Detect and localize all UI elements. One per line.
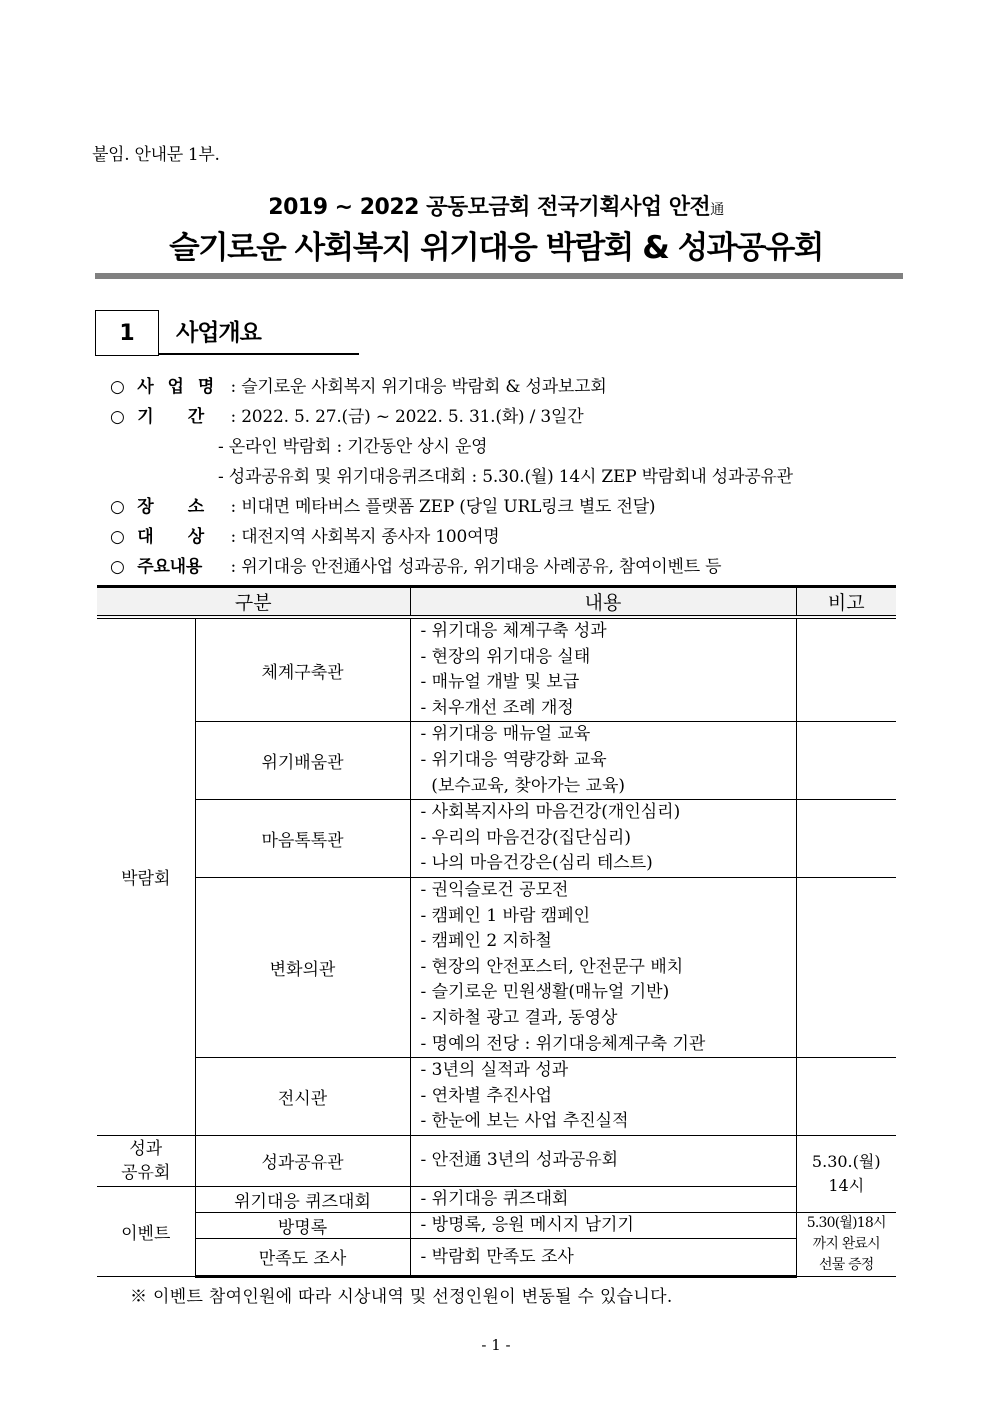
document-title: 슬기로운 사회복지 위기대응 박람회 & 성과공유회 <box>169 230 823 266</box>
hall-name: 위기대응 퀴즈대회 <box>195 1186 410 1212</box>
hall-name: 위기배움관 <box>195 722 410 800</box>
overview-item-content <box>110 552 721 577</box>
remarks-cell <box>796 722 896 800</box>
overview-value: 비대면 메타버스 플랫폼 ZEP (당일 URL링크 별도 전달) <box>241 497 656 517</box>
page-number: - 1 - <box>481 1336 511 1354</box>
content-item: - 현장의 안전포스터, 안전문구 배치 <box>420 956 684 977</box>
period-sub-sharing: - 성과공유회 및 위기대응퀴즈대회 : 5.30.(월) 14시 ZEP 박람회내 성과공유관 <box>218 467 793 487</box>
overview-label: 장 소 <box>137 497 204 517</box>
circle-bullet-icon: ○ <box>110 377 125 397</box>
section-number-box <box>95 310 159 356</box>
overview-value: 슬기로운 사회복지 위기대응 박람회 & 성과보고회 <box>241 377 607 397</box>
hall-name: 방명록 <box>195 1212 410 1238</box>
overview-label: 기 간 <box>137 407 204 427</box>
content-item: - 명예의 전당 : 위기대응체계구축 기관 <box>420 1033 706 1054</box>
content-item: - 우리의 마음건강(집단심리) <box>420 827 631 848</box>
content-item: - 지하철 광고 결과, 동영상 <box>420 1007 618 1028</box>
remarks-line: 5.30.(월) <box>811 1151 881 1171</box>
overview-label: 대 상 <box>137 527 204 547</box>
table-row <box>97 722 896 800</box>
table-row <box>97 1135 896 1186</box>
overview-item-name <box>110 372 607 397</box>
table-row <box>97 877 896 1057</box>
remarks-sharing-time <box>796 1135 896 1212</box>
circle-bullet-icon: ○ <box>110 497 125 517</box>
attachment-note: 붙임. 안내문 1부. <box>92 145 220 165</box>
overview-item-period <box>110 402 583 427</box>
remarks-cell <box>796 800 896 878</box>
overview-colon: : <box>230 377 236 397</box>
remarks-line: 5.30(월)18시 <box>806 1214 886 1231</box>
circle-bullet-icon: ○ <box>110 557 125 577</box>
header-content: 내용 <box>410 587 796 618</box>
overview-colon: : <box>230 527 236 547</box>
content-item: - 연차별 추진사업 <box>420 1085 553 1106</box>
hall-name: 전시관 <box>195 1058 410 1136</box>
hall-content <box>410 722 796 800</box>
hall-content <box>410 617 796 722</box>
table-row <box>97 1058 896 1136</box>
section-title: 사업개요 <box>176 320 261 346</box>
content-item: - 사회복지사의 마음건강(개인심리) <box>420 802 681 823</box>
table-row <box>97 1186 896 1212</box>
header-remarks: 비고 <box>796 587 896 618</box>
remarks-gift <box>796 1212 896 1276</box>
section-underline <box>158 353 359 355</box>
content-item: - 나의 마음건강은(심리 테스트) <box>420 853 653 874</box>
content-item: - 매뉴얼 개발 및 보급 <box>420 672 580 693</box>
period-sub-online: - 온라인 박람회 : 기간동안 상시 운영 <box>218 437 488 457</box>
table-row <box>97 1212 896 1238</box>
subtitle-text: 2019 ~ 2022 공동모금회 전국기획사업 안전 <box>268 195 711 220</box>
overview-label: 사 업 명 <box>137 377 219 397</box>
hall-content <box>410 800 796 878</box>
section-number: 1 <box>119 320 135 346</box>
table-header-row <box>97 587 896 618</box>
content-item: - 캠페인 2 지하철 <box>420 931 552 952</box>
hall-name: 마음톡톡관 <box>195 800 410 878</box>
content-item: - 권익슬로건 공모전 <box>420 879 569 900</box>
category-expo: 박람회 <box>97 617 195 1135</box>
category-sharing <box>97 1135 195 1186</box>
table-row <box>97 617 896 722</box>
hall-content <box>410 1058 796 1136</box>
overview-colon: : <box>230 497 236 517</box>
content-item: - 한눈에 보는 사업 추진실적 <box>420 1111 629 1132</box>
hall-name: 성과공유관 <box>195 1135 410 1186</box>
hall-name: 변화의관 <box>195 877 410 1057</box>
category-event: 이벤트 <box>97 1186 195 1276</box>
hall-content <box>410 1186 796 1212</box>
overview-item-place <box>110 492 655 517</box>
hall-content <box>410 1135 796 1186</box>
remarks-cell <box>796 1058 896 1136</box>
remarks-cell <box>796 617 896 722</box>
program-table <box>97 585 896 1278</box>
remarks-line: 선물 증정 <box>818 1256 874 1273</box>
content-item: - 캠페인 1 바람 캠페인 <box>420 905 591 926</box>
content-item: - 위기대응 매뉴얼 교육 <box>420 724 591 745</box>
content-item: - 방명록, 응원 메시지 남기기 <box>420 1215 634 1236</box>
hall-name: 체계구축관 <box>195 617 410 722</box>
overview-value: 대전지역 사회복지 종사자 100여명 <box>241 527 500 547</box>
document-subtitle <box>0 190 992 221</box>
content-item: - 위기대응 체계구축 성과 <box>420 621 607 641</box>
category-line: 공유회 <box>121 1162 171 1183</box>
category-line: 성과 <box>129 1138 163 1159</box>
overview-label: 주요내용 <box>137 557 203 577</box>
content-item: - 슬기로운 민원생활(매뉴얼 기반) <box>420 982 670 1003</box>
content-item: - 3년의 실적과 성과 <box>420 1060 569 1081</box>
content-item: - 현장의 위기대응 실태 <box>420 646 591 667</box>
content-item: - 안전通 3년의 성과공유회 <box>420 1150 619 1171</box>
overview-colon: : <box>230 407 236 427</box>
overview-colon: : <box>230 557 236 577</box>
table-row <box>97 800 896 878</box>
title-divider <box>95 273 903 279</box>
overview-item-target <box>110 522 500 547</box>
hall-content <box>410 1212 796 1238</box>
content-item: - 위기대응 역량강화 교육 <box>420 749 607 770</box>
table-row <box>97 1238 896 1276</box>
circle-bullet-icon: ○ <box>110 407 125 427</box>
content-item: - 위기대응 퀴즈대회 <box>420 1189 569 1210</box>
remarks-line: 14시 <box>828 1175 865 1195</box>
header-category: 구분 <box>97 587 410 618</box>
hall-name: 만족도 조사 <box>195 1238 410 1276</box>
subtitle-suffix: 通 <box>710 202 724 218</box>
circle-bullet-icon: ○ <box>110 527 125 547</box>
remarks-cell <box>796 877 896 1057</box>
overview-value: 위기대응 안전通사업 성과공유, 위기대응 사례공유, 참여이벤트 등 <box>241 557 722 577</box>
content-item: - 박람회 만족도 조사 <box>420 1246 574 1267</box>
footnote: ※ 이벤트 참여인원에 따라 시상내역 및 선정인원이 변동될 수 있습니다. <box>130 1287 673 1307</box>
hall-content <box>410 877 796 1057</box>
hall-content <box>410 1238 796 1276</box>
content-item: (보수교육, 찾아가는 교육) <box>420 775 626 796</box>
remarks-line: 까지 완료시 <box>812 1235 880 1252</box>
overview-value: 2022. 5. 27.(금) ~ 2022. 5. 31.(화) / 3일간 <box>241 407 584 427</box>
content-item: - 처우개선 조례 개정 <box>420 697 574 718</box>
